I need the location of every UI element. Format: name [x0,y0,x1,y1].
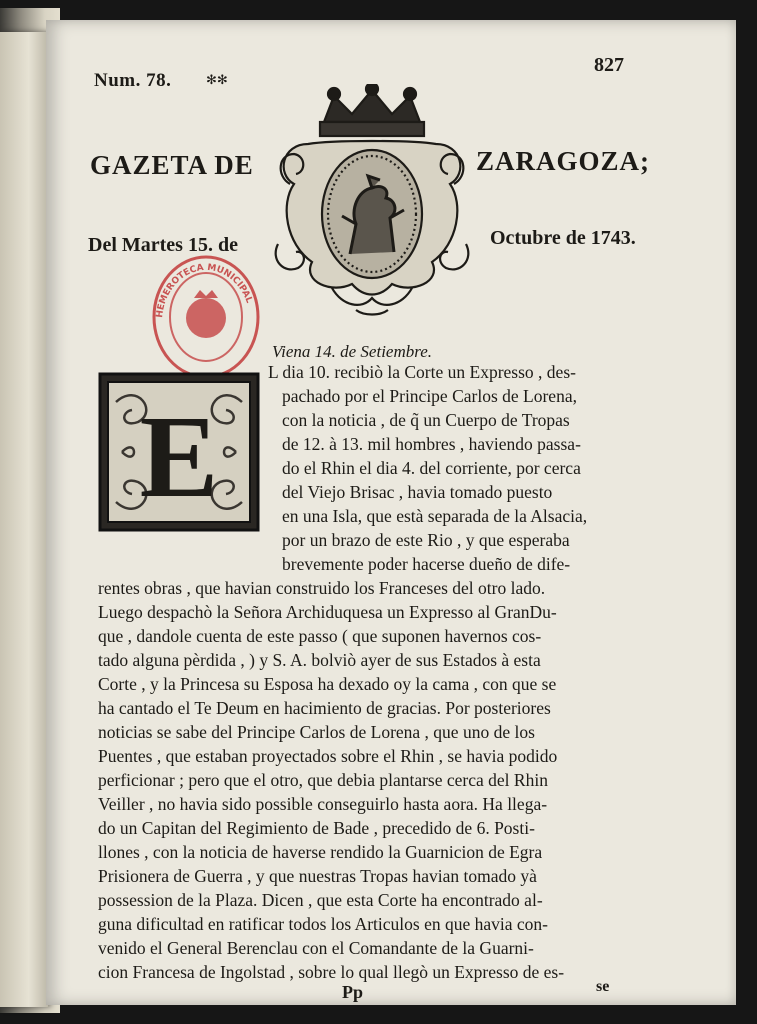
body-line: tado alguna pèrdida , ) y S. A. bolviò ayer de sus Estados à esta [98,650,541,670]
body-line: brevemente poder hacerse dueño de dife- [282,554,571,574]
body-line: llones , con la noticia de haverse rendido la Guarnicion de Egra [98,842,543,862]
body-line: de 12. à 13. mil hombres , haviendo passa- [282,434,581,454]
body-line: guna dificultad en ratificar todos los Articulos en que havia con- [98,914,549,934]
body-line: que , dandole cuenta de este passo ( que suponen havernos cos- [98,626,542,646]
body-line: venido el General Berenclau con el Comandante de la Guarni- [98,938,534,958]
body-line: do el Rhin el dia 4. del corriente, por cerca [282,458,581,478]
body-line: rentes obras , que havian construido los Franceses del otro lado. [98,578,546,598]
page-number: 827 [594,54,624,76]
issue-date-weekday: Del Martes 15. de [88,234,238,256]
body-line: cion Francesa de Ingolstad , sobre lo qual llegò un Expresso de es- [98,962,565,982]
signature-mark: Pp [342,982,364,1002]
body-line: Puentes , que estaban proyectados sobre el Rhin , se havia podido [98,746,558,766]
body-line: Veiller , no havia sido possible conseguirlo hasta aora. Ha llega- [98,794,548,814]
body-line: perficionar ; pero que el otro, que debia plantarse cerca del Rhin [98,770,548,790]
body-line: noticias se sabe del Principe Carlos de Lorena , que uno de los [98,722,535,742]
body-line: por un brazo de este Rio , y que esperaba [282,530,570,550]
body-line: L dia 10. recibiò la Corte un Expresso , des- [268,362,576,382]
masthead-title-left: GAZETA DE [90,150,254,180]
catchword: se [596,978,610,995]
gazette-page [46,20,736,1005]
body-line: Luego despachò la Señora Archiduquesa un Expresso al GranDu- [98,602,557,622]
body-line: Prisionera de Guerra , y que nuestras Tropas havian tomado yà [98,866,537,886]
issue-date-month-year: Octubre de 1743. [490,227,636,249]
issue-number: Num. 78. [94,70,172,91]
news-dateline: Viena 14. de Setiembre. [272,342,433,361]
body-line: do un Capitan del Regimiento de Bade , precedido de 6. Posti- [98,818,535,838]
masthead-title-right: ZARAGOZA; [476,146,651,176]
body-line: en una Isla, que està separada de la Alsacia, [282,506,588,526]
body-line: ha cantado el Te Deum en hacimiento de gracias. Por posteriores [98,698,551,718]
initial-letter: E [139,391,219,522]
body-line: possession de la Plaza. Dicen , que esta Corte ha encontrado al- [98,890,543,910]
decorated-initial-icon [98,372,260,532]
coat-of-arms-icon [272,84,472,316]
body-line: del Viejo Brisac , havia tomado puesto [282,482,553,502]
library-stamp-icon [150,252,262,382]
previous-page-edge [0,32,48,1007]
body-line: con la noticia , de q̃ un Cuerpo de Tropas [282,410,570,430]
body-line: pachado por el Principe Carlos de Lorena, [282,386,577,406]
body-line: Corte , y la Princesa su Esposa ha dexado oy la cama , con que se [98,674,557,694]
stamp-inscription: HEMEROTECA MUNICIPAL [155,262,254,319]
printer-ornament-icon: ✻✻ [206,72,228,87]
